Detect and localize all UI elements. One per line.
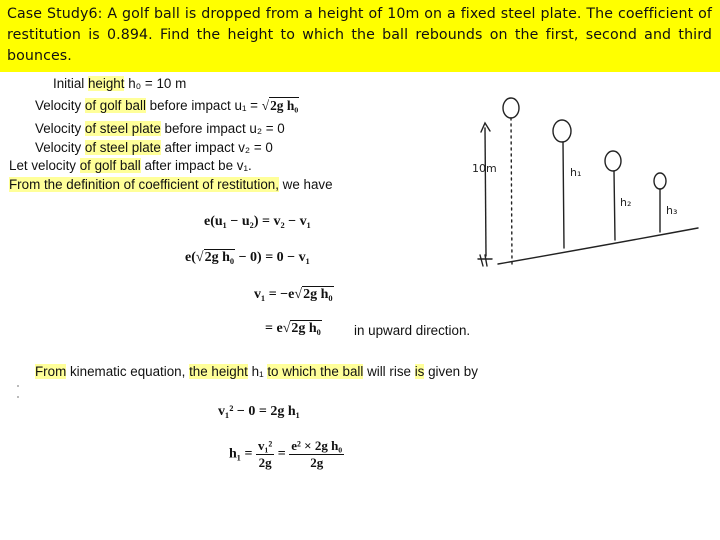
fraction-result <box>289 438 344 471</box>
upward-direction-text: in upward direction. <box>354 323 471 338</box>
radicand: 2g h₀ <box>204 250 235 265</box>
plate-velocity-after-line <box>35 140 273 155</box>
text: h₀ = 10 m <box>124 76 187 91</box>
radicand: 2g h₀ <box>303 287 333 302</box>
ball-initial <box>503 98 519 118</box>
text: Let velocity <box>9 158 80 173</box>
highlight: is <box>414 364 425 379</box>
text: we have <box>278 177 333 192</box>
eq-part: = <box>277 446 286 462</box>
highlight: of golf ball <box>84 98 146 113</box>
definition-line <box>9 177 333 192</box>
text: will rise <box>363 364 415 379</box>
sqrt-expression: √2g h₀ <box>195 250 235 265</box>
ball-third-bounce <box>654 173 666 189</box>
stray-mark <box>17 385 19 387</box>
question-text: Case Study6: A golf ball is dropped from a height of 10m on a fixed steel plate. The coefficient of restitution is 0.894. Find the height to which the ball rebounds on the first, second and third bounces. <box>7 6 712 64</box>
label-10m: 10m <box>472 162 497 175</box>
stray-mark <box>17 396 19 398</box>
initial-height-line <box>53 76 186 91</box>
v1-negative-equation <box>254 287 334 303</box>
highlight: the height <box>189 364 248 379</box>
fraction-v1 <box>256 438 274 471</box>
text: Initial <box>53 76 88 91</box>
radicand: 2g h₀ <box>291 321 321 336</box>
text: after impact be v₁. <box>140 158 252 173</box>
eq-part: h₁ = <box>229 446 253 462</box>
text: h₁ <box>247 364 268 379</box>
golf-ball-velocity-line <box>35 98 299 114</box>
highlight: From the definition of coefficient of restitution, <box>9 177 279 192</box>
sqrt-expression: √2g h₀ <box>282 321 321 336</box>
text: Velocity <box>35 140 85 155</box>
text: before impact u₁ = <box>145 98 258 113</box>
kinematic-equation: v₁² − 0 = 2g h₁ <box>218 404 300 419</box>
kinematic-line <box>35 364 478 379</box>
highlight: to which the ball <box>267 364 364 379</box>
highlight: height <box>87 76 125 91</box>
ground-line <box>498 228 698 264</box>
sqrt-expression: √2g h₀ <box>261 98 299 113</box>
rebound-line-2 <box>614 171 615 240</box>
ground-mark <box>478 255 492 266</box>
text: Velocity <box>35 98 85 113</box>
denominator: 2g <box>258 455 272 470</box>
label-h3: h₃ <box>666 204 678 217</box>
let-velocity-line <box>9 158 252 173</box>
height-equation <box>229 438 344 471</box>
text: given by <box>424 364 478 379</box>
label-h1: h₁ <box>570 166 582 179</box>
highlight: of steel plate <box>84 140 161 155</box>
ball-first-bounce <box>553 120 571 142</box>
numerator: v₁² <box>257 438 273 453</box>
question-banner <box>0 0 720 72</box>
text: after impact v₂ = 0 <box>160 140 273 155</box>
text: before impact u₂ = 0 <box>160 121 285 136</box>
highlight: of steel plate <box>84 121 161 136</box>
denominator: 2g <box>310 455 324 470</box>
v1-positive-equation <box>265 321 322 337</box>
radicand: 2g h₀ <box>270 98 299 113</box>
substituted-equation <box>185 250 310 266</box>
plate-velocity-before-line <box>35 121 285 136</box>
label-h2: h₂ <box>620 196 632 209</box>
height-arrow-10m <box>485 128 486 256</box>
text: kinematic equation, <box>66 364 190 379</box>
eq-part: = e <box>265 321 283 336</box>
highlight: From <box>35 364 67 379</box>
ball-second-bounce <box>605 151 621 171</box>
rebound-line-1 <box>563 142 564 248</box>
eq-part: e( <box>185 250 196 265</box>
bounce-sketch <box>470 78 705 273</box>
highlight: of golf ball <box>79 158 141 173</box>
drop-line <box>511 118 512 264</box>
text: Velocity <box>35 121 85 136</box>
numerator: e² × 2g h₀ <box>291 438 343 453</box>
eq-part: v₁ = −e <box>254 287 295 302</box>
restitution-equation: e(u₁ − u₂) = v₂ − v₁ <box>204 214 311 229</box>
eq-part: − 0) = 0 − v₁ <box>235 250 310 265</box>
sqrt-expression: √2g h₀ <box>294 287 333 302</box>
